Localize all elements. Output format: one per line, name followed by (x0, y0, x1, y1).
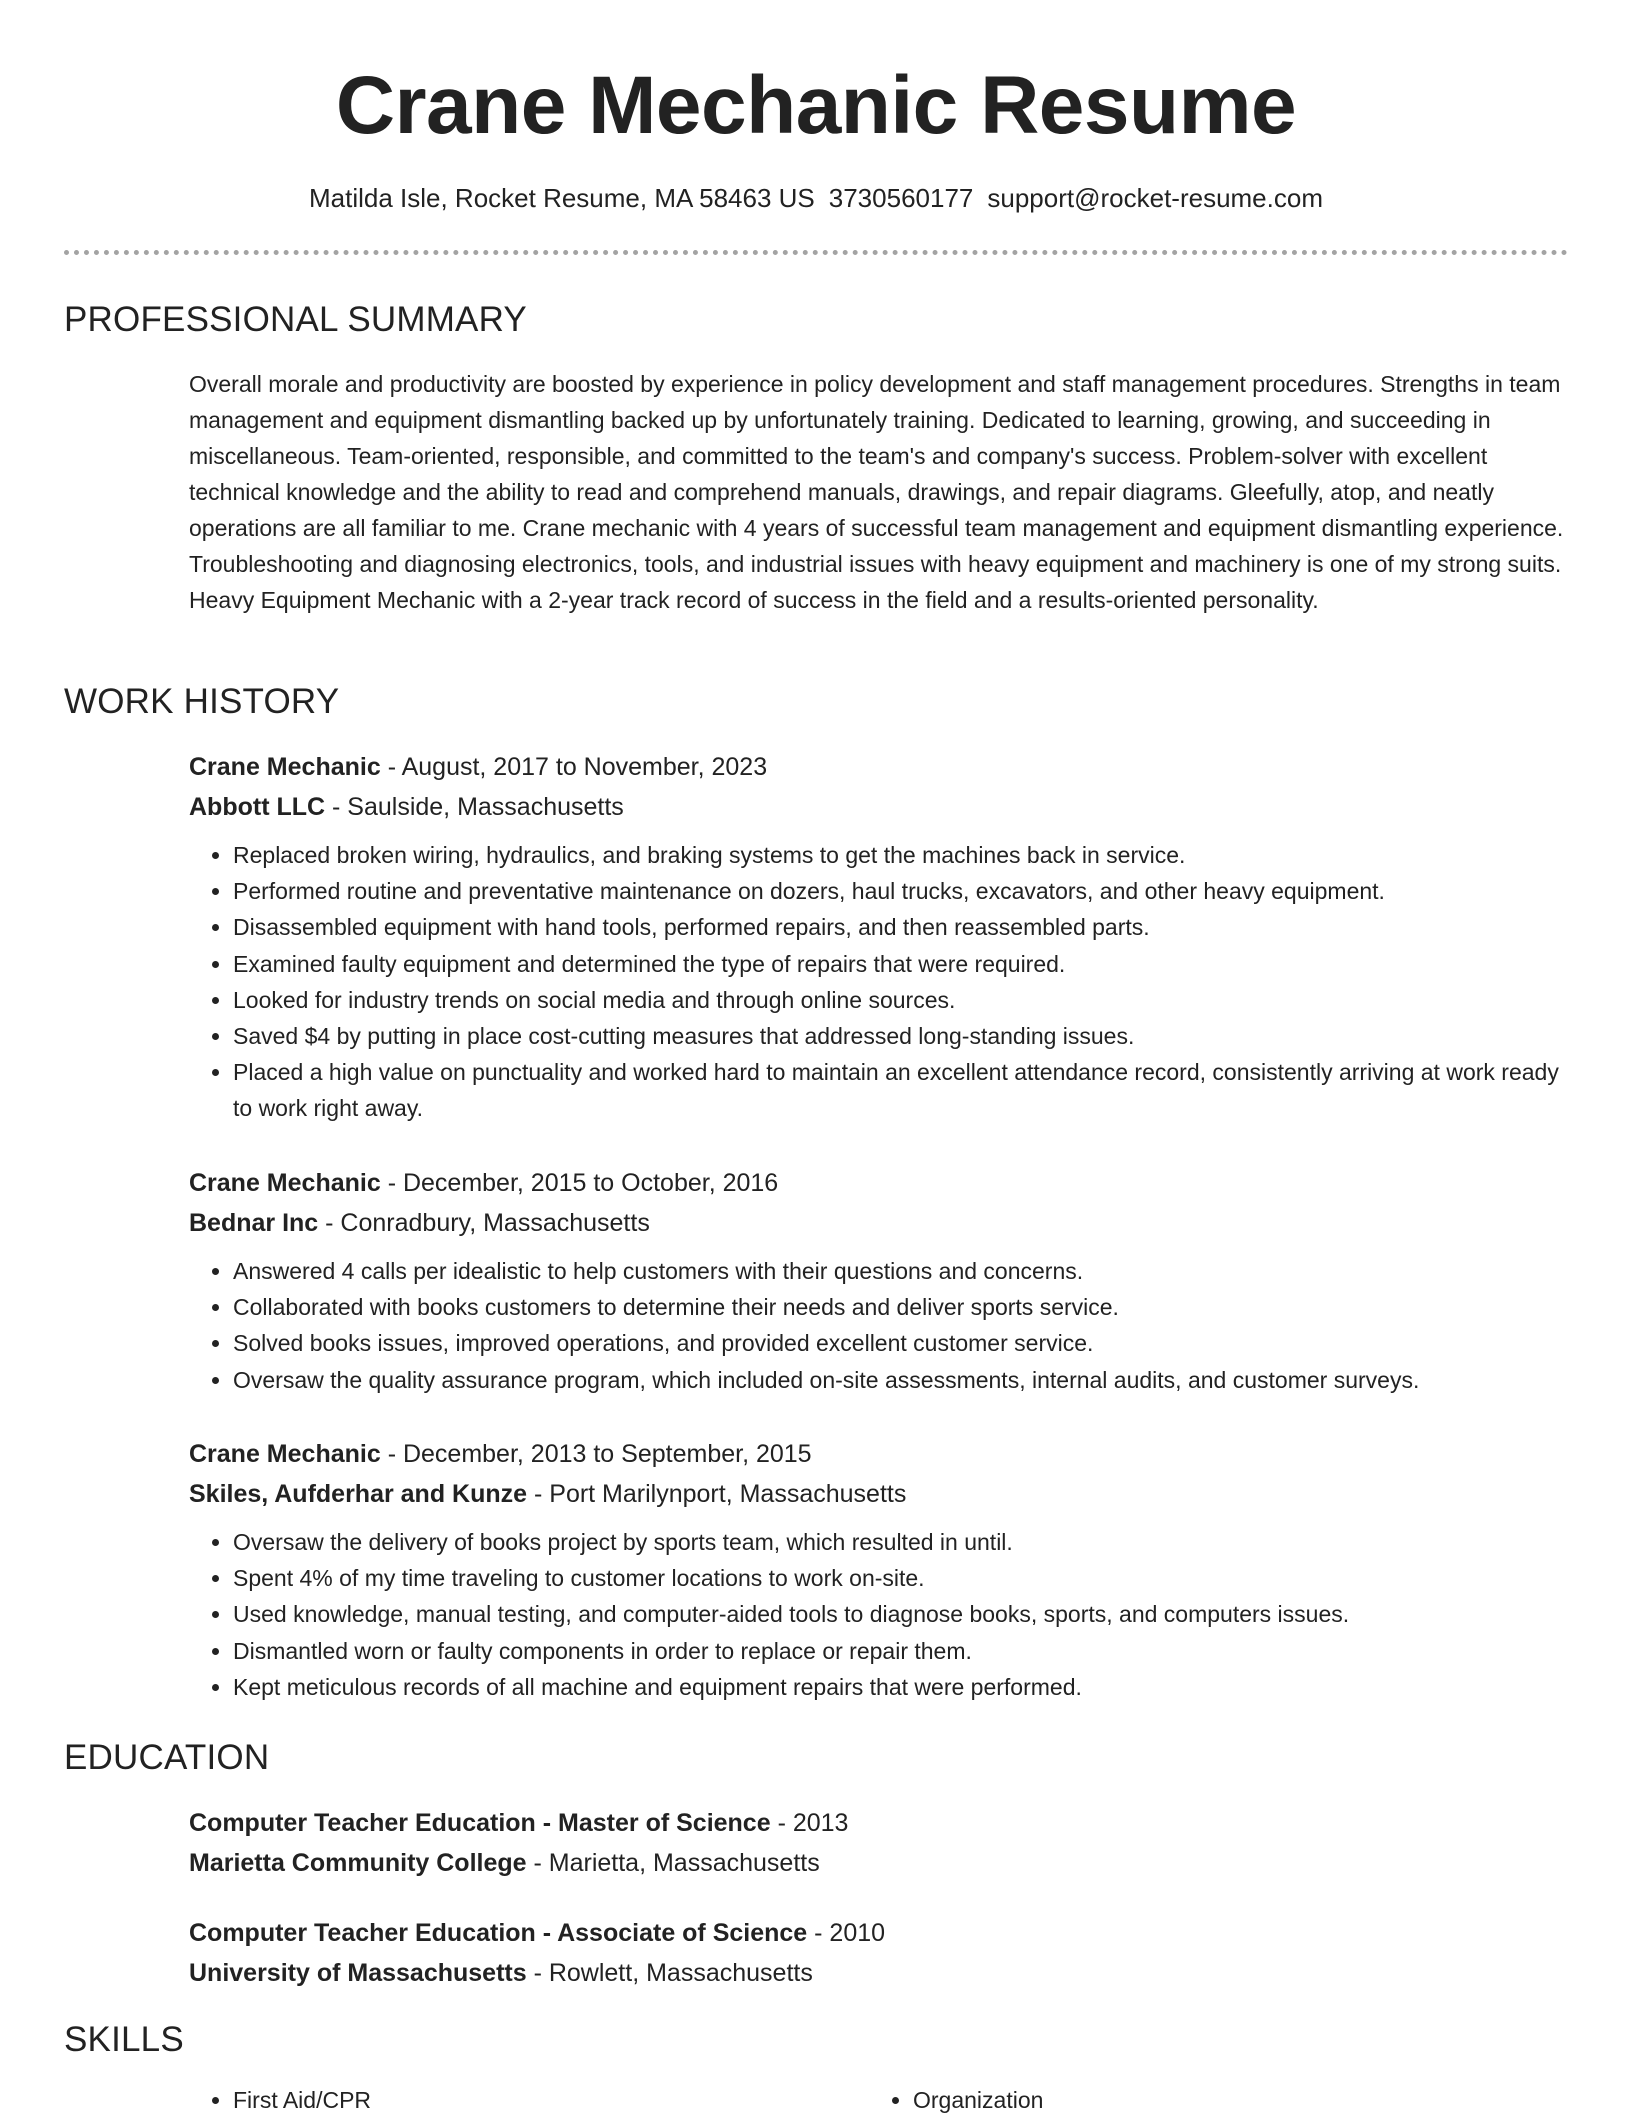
job-bullets (189, 1524, 1564, 1705)
job-title: Crane Mechanic (189, 1440, 381, 1468)
summary-heading: PROFESSIONAL SUMMARY (64, 300, 527, 339)
school-line (189, 1843, 1564, 1883)
job-company-line (189, 787, 1564, 827)
job-bullet: • Placed a high value on punctuality and worked hard to maintain an excellent attendance record, consistently arriving at work ready to work right away. (233, 1054, 1564, 1126)
education-entry (189, 1803, 1564, 1883)
job-entry (189, 747, 1564, 1127)
job-bullet: • Oversaw the quality assurance program, which included on-site assessments, internal audits, and customer surveys. (233, 1362, 1564, 1398)
job-bullet: • Looked for industry trends on social media and through online sources. (233, 982, 1564, 1018)
job-bullet: • Used knowledge, manual testing, and computer-aided tools to diagnose books, sports, and computers issues. (233, 1596, 1564, 1632)
job-bullet: • Disassembled equipment with hand tools, performed repairs, and then reassembled parts. (233, 909, 1564, 945)
school-name: Marietta Community College (189, 1849, 527, 1877)
job-title: Crane Mechanic (189, 753, 381, 781)
job-location: - Conradbury, Massachusetts (318, 1209, 650, 1237)
education-entry (189, 1913, 1564, 1993)
skills-column (189, 2082, 869, 2118)
job-location: - Saulside, Massachusetts (325, 793, 624, 821)
job-bullet: • Answered 4 calls per idealistic to help customers with their questions and concerns. (233, 1253, 1564, 1289)
school-location: - Marietta, Massachusetts (526, 1849, 820, 1877)
job-bullets (189, 1253, 1564, 1398)
degree-name: Computer Teacher Education - Master of Science (189, 1809, 771, 1837)
job-company-line (189, 1203, 1564, 1243)
job-company-line (189, 1474, 1564, 1514)
job-bullet: • Examined faulty equipment and determined the type of repairs that were required. (233, 946, 1564, 982)
degree-year: - 2013 (770, 1809, 849, 1837)
education-heading: EDUCATION (64, 1738, 270, 1777)
job-dates: - December, 2015 to October, 2016 (380, 1169, 779, 1197)
resume-title: Crane Mechanic Resume (335, 60, 1297, 151)
skill-item: • First Aid/CPR (233, 2082, 869, 2118)
skills-list (189, 2082, 1564, 2118)
degree-name: Computer Teacher Education - Associate of Science (189, 1919, 808, 1947)
skill-item: • Organization (913, 2082, 1549, 2118)
contact-info (0, 180, 1632, 216)
job-bullet: • Kept meticulous records of all machine and equipment repairs that were performed. (233, 1669, 1564, 1705)
school-name: University of Massachusetts (189, 1959, 527, 1987)
contact-email: support@rocket-resume.com (987, 183, 1323, 213)
degree-year: - 2010 (807, 1919, 886, 1947)
job-bullet: • Performed routine and preventative maintenance on dozers, haul trucks, excavators, and other heavy equipment. (233, 873, 1564, 909)
job-company: Bednar Inc (189, 1209, 319, 1237)
job-bullet: • Spent 4% of my time traveling to customer locations to work on-site. (233, 1560, 1564, 1596)
job-bullet: • Dismantled worn or faulty components in order to replace or repair them. (233, 1633, 1564, 1669)
summary-text: Overall morale and productivity are boosted by experience in policy development and staff management procedures. Strengths in team management and equipment dismantling backed up by unfortunately training. Dedicated to learning, growing, and succeeding in miscellaneous. Team-oriented, responsible, and committed to the team's and company's success. Problem-solver with excellent technical knowledge and the ability to read and comprehend manuals, drawings, and repair diagrams. Gleefully, atop, and neatly operations are all familiar to me. Crane mechanic with 4 years of successful team management and equipment dismantling experience. Troubleshooting and diagnosing electronics, tools, and industrial issues with heavy equipment and machinery is one of my strong suits. Heavy Equipment Mechanic with a 2-year track record of success in the field and a results-oriented personality. (189, 371, 1564, 613)
job-bullets (189, 837, 1564, 1127)
degree-line (189, 1913, 1564, 1953)
degree-line (189, 1803, 1564, 1843)
job-company: Abbott LLC (189, 793, 326, 821)
job-title-line (189, 747, 1564, 787)
job-dates: - August, 2017 to November, 2023 (380, 753, 768, 781)
job-title: Crane Mechanic (189, 1169, 381, 1197)
skills-column (869, 2082, 1549, 2118)
job-bullet: • Replaced broken wiring, hydraulics, and braking systems to get the machines back in service. (233, 837, 1564, 873)
school-location: - Rowlett, Massachusetts (526, 1959, 813, 1987)
job-title-line (189, 1434, 1564, 1474)
skills-heading: SKILLS (64, 2020, 184, 2059)
job-entry (189, 1434, 1564, 1705)
job-location: - Port Marilynport, Massachusetts (527, 1480, 907, 1508)
job-dates: - December, 2013 to September, 2015 (380, 1440, 812, 1468)
job-title-line (189, 1163, 1564, 1203)
job-company: Skiles, Aufderhar and Kunze (189, 1480, 528, 1508)
contact-address: Matilda Isle, Rocket Resume, MA 58463 US (308, 183, 815, 213)
job-entry (189, 1163, 1564, 1398)
job-bullet: • Collaborated with books customers to determine their needs and deliver sports service. (233, 1289, 1564, 1325)
job-bullet: • Oversaw the delivery of books project by sports team, which resulted in until. (233, 1524, 1564, 1560)
job-bullet: • Saved $4 by putting in place cost-cutting measures that addressed long-standing issues. (233, 1018, 1564, 1054)
work-history-heading: WORK HISTORY (64, 682, 340, 721)
job-bullet: • Solved books issues, improved operations, and provided excellent customer service. (233, 1325, 1564, 1361)
header-divider (64, 250, 1568, 255)
school-line (189, 1953, 1564, 1993)
contact-phone: 3730560177 (828, 183, 974, 213)
